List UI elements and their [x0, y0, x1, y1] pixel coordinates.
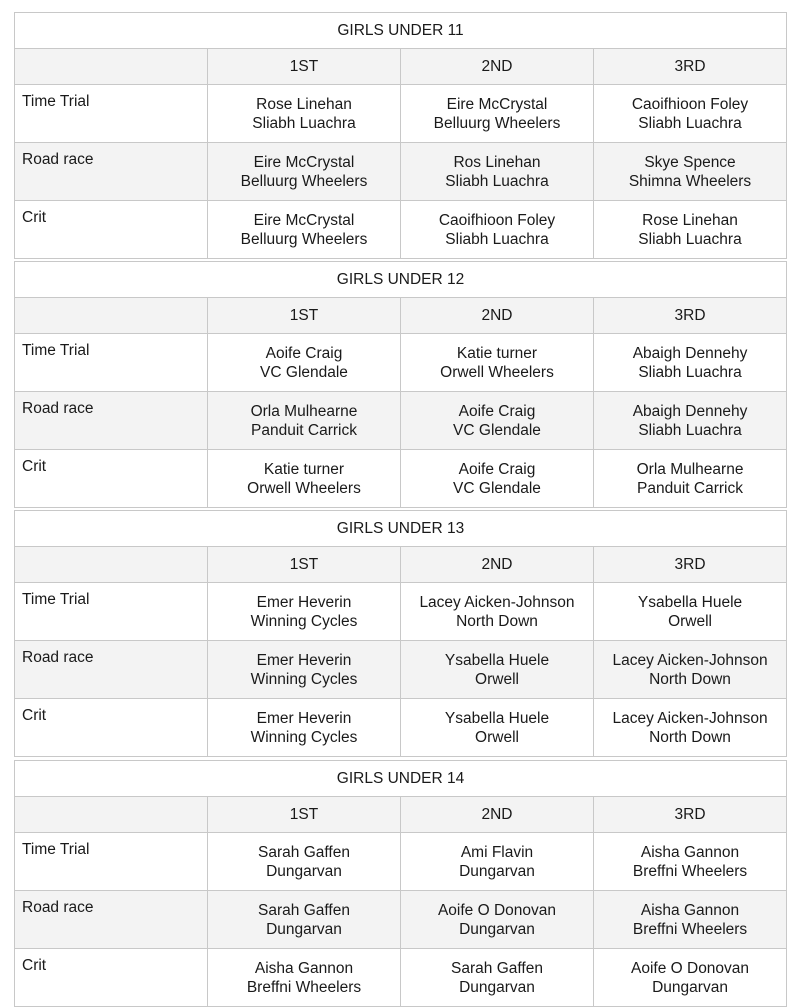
- header-first: 1ST: [208, 49, 401, 85]
- event-name: Crit: [15, 699, 208, 757]
- event-name: Road race: [15, 143, 208, 201]
- place-third: [594, 833, 787, 891]
- table-title: GIRLS UNDER 13: [15, 511, 787, 547]
- table-header-row: [15, 298, 787, 334]
- place-second: [401, 201, 594, 259]
- place-third: [594, 641, 787, 699]
- rider-name: Eire McCrystal: [446, 95, 548, 113]
- results-table-u11: [14, 12, 787, 259]
- club-name: Dungarvan: [266, 862, 342, 880]
- rider-name: Aoife O Donovan: [437, 901, 557, 919]
- rider-name: Skye Spence: [644, 153, 736, 171]
- rider-name: Caoifhioon Foley: [631, 95, 749, 113]
- place-third: [594, 201, 787, 259]
- place-first: [208, 201, 401, 259]
- table-title-row: [15, 13, 787, 49]
- place-second: [401, 641, 594, 699]
- results-table-u13: [14, 510, 787, 757]
- header-third: 3RD: [594, 298, 787, 334]
- header-second: 2ND: [401, 49, 594, 85]
- rider-name: Katie turner: [263, 460, 345, 478]
- club-name: Shimna Wheelers: [628, 172, 752, 190]
- header-event: [15, 547, 208, 583]
- club-name: Dungarvan: [266, 920, 342, 938]
- table-row: [15, 392, 787, 450]
- rider-name: Orla Mulhearne: [250, 402, 358, 420]
- table-header-row: [15, 49, 787, 85]
- club-name: North Down: [456, 612, 538, 630]
- rider-name: Eire McCrystal: [253, 153, 355, 171]
- table-row: [15, 641, 787, 699]
- rider-name: Aoife Craig: [265, 344, 343, 362]
- rider-name: Aoife Craig: [458, 402, 536, 420]
- rider-name: Ysabella Huele: [637, 593, 743, 611]
- place-first: [208, 949, 401, 1007]
- event-name: Road race: [15, 392, 208, 450]
- event-name: Crit: [15, 201, 208, 259]
- club-name: VC Glendale: [453, 479, 541, 497]
- club-name: Orwell: [475, 670, 519, 688]
- place-first: [208, 833, 401, 891]
- event-name: Time Trial: [15, 334, 208, 392]
- club-name: VC Glendale: [260, 363, 348, 381]
- place-third: [594, 392, 787, 450]
- rider-name: Lacey Aicken-Johnson: [419, 593, 575, 611]
- club-name: Winning Cycles: [250, 612, 358, 630]
- club-name: Sliabh Luachra: [252, 114, 356, 132]
- rider-name: Eire McCrystal: [253, 211, 355, 229]
- header-second: 2ND: [401, 797, 594, 833]
- rider-name: Lacey Aicken-Johnson: [612, 709, 768, 727]
- header-event: [15, 298, 208, 334]
- table-title: GIRLS UNDER 14: [15, 761, 787, 797]
- club-name: Dungarvan: [459, 862, 535, 880]
- place-third: [594, 85, 787, 143]
- rider-name: Orla Mulhearne: [636, 460, 744, 478]
- header-second: 2ND: [401, 298, 594, 334]
- club-name: Orwell Wheelers: [247, 479, 361, 497]
- club-name: Belluurg Wheelers: [433, 114, 561, 132]
- rider-name: Ysabella Huele: [444, 651, 550, 669]
- place-second: [401, 85, 594, 143]
- rider-name: Sarah Gaffen: [451, 959, 543, 977]
- club-name: Sliabh Luachra: [638, 363, 742, 381]
- rider-name: Emer Heverin: [256, 709, 352, 727]
- event-name: Time Trial: [15, 583, 208, 641]
- place-third: [594, 949, 787, 1007]
- place-first: [208, 392, 401, 450]
- table-title-row: [15, 262, 787, 298]
- rider-name: Ysabella Huele: [444, 709, 550, 727]
- table-row: [15, 699, 787, 757]
- place-first: [208, 699, 401, 757]
- club-name: Winning Cycles: [250, 728, 358, 746]
- table-header-row: [15, 547, 787, 583]
- header-third: 3RD: [594, 547, 787, 583]
- rider-name: Ros Linehan: [453, 153, 541, 171]
- club-name: North Down: [649, 728, 731, 746]
- results-table-u14: [14, 760, 787, 1007]
- club-name: Dungarvan: [652, 978, 728, 996]
- place-first: [208, 143, 401, 201]
- header-first: 1ST: [208, 797, 401, 833]
- club-name: Winning Cycles: [250, 670, 358, 688]
- place-first: [208, 334, 401, 392]
- club-name: Orwell: [475, 728, 519, 746]
- place-second: [401, 833, 594, 891]
- results-table-u12: [14, 261, 787, 508]
- place-first: [208, 641, 401, 699]
- rider-name: Aoife Craig: [458, 460, 536, 478]
- place-third: [594, 699, 787, 757]
- header-first: 1ST: [208, 298, 401, 334]
- table-row: [15, 143, 787, 201]
- event-name: Time Trial: [15, 833, 208, 891]
- rider-name: Aisha Gannon: [254, 959, 354, 977]
- table-header-row: [15, 797, 787, 833]
- header-second: 2ND: [401, 547, 594, 583]
- club-name: Belluurg Wheelers: [240, 172, 368, 190]
- header-third: 3RD: [594, 49, 787, 85]
- place-third: [594, 450, 787, 508]
- rider-name: Abaigh Dennehy: [632, 344, 748, 362]
- place-second: [401, 891, 594, 949]
- event-name: Time Trial: [15, 85, 208, 143]
- club-name: Sliabh Luachra: [445, 172, 549, 190]
- table-title: GIRLS UNDER 12: [15, 262, 787, 298]
- club-name: Breffni Wheelers: [632, 862, 748, 880]
- rider-name: Aoife O Donovan: [631, 959, 750, 977]
- club-name: Panduit Carrick: [251, 421, 357, 439]
- place-second: [401, 583, 594, 641]
- table-title: GIRLS UNDER 11: [15, 13, 787, 49]
- club-name: Breffni Wheelers: [632, 920, 748, 938]
- rider-name: Katie turner: [456, 344, 538, 362]
- club-name: Belluurg Wheelers: [240, 230, 368, 248]
- place-second: [401, 450, 594, 508]
- club-name: Sliabh Luachra: [638, 114, 742, 132]
- rider-name: Emer Heverin: [256, 593, 352, 611]
- table-title-row: [15, 761, 787, 797]
- place-first: [208, 450, 401, 508]
- place-second: [401, 392, 594, 450]
- place-second: [401, 334, 594, 392]
- header-event: [15, 797, 208, 833]
- table-row: [15, 949, 787, 1007]
- table-row: [15, 450, 787, 508]
- club-name: VC Glendale: [453, 421, 541, 439]
- place-second: [401, 949, 594, 1007]
- club-name: Orwell: [668, 612, 712, 630]
- place-third: [594, 583, 787, 641]
- place-third: [594, 891, 787, 949]
- club-name: Sliabh Luachra: [638, 421, 742, 439]
- header-event: [15, 49, 208, 85]
- rider-name: Sarah Gaffen: [258, 901, 350, 919]
- rider-name: Emer Heverin: [256, 651, 352, 669]
- place-second: [401, 699, 594, 757]
- table-row: [15, 201, 787, 259]
- event-name: Road race: [15, 641, 208, 699]
- rider-name: Abaigh Dennehy: [632, 402, 748, 420]
- table-row: [15, 583, 787, 641]
- rider-name: Sarah Gaffen: [258, 843, 350, 861]
- rider-name: Aisha Gannon: [640, 901, 740, 919]
- place-second: [401, 143, 594, 201]
- place-third: [594, 334, 787, 392]
- event-name: Crit: [15, 949, 208, 1007]
- club-name: Sliabh Luachra: [445, 230, 549, 248]
- header-third: 3RD: [594, 797, 787, 833]
- club-name: Breffni Wheelers: [246, 978, 362, 996]
- rider-name: Lacey Aicken-Johnson: [612, 651, 768, 669]
- place-first: [208, 85, 401, 143]
- club-name: Dungarvan: [459, 920, 535, 938]
- event-name: Crit: [15, 450, 208, 508]
- table-title-row: [15, 511, 787, 547]
- place-first: [208, 891, 401, 949]
- table-row: [15, 85, 787, 143]
- table-row: [15, 334, 787, 392]
- place-third: [594, 143, 787, 201]
- header-first: 1ST: [208, 547, 401, 583]
- place-first: [208, 583, 401, 641]
- rider-name: Rose Linehan: [642, 211, 738, 229]
- event-name: Road race: [15, 891, 208, 949]
- rider-name: Ami Flavin: [460, 843, 534, 861]
- club-name: North Down: [649, 670, 731, 688]
- rider-name: Rose Linehan: [256, 95, 352, 113]
- table-row: [15, 891, 787, 949]
- rider-name: Aisha Gannon: [640, 843, 740, 861]
- club-name: Panduit Carrick: [637, 479, 743, 497]
- club-name: Dungarvan: [459, 978, 535, 996]
- table-row: [15, 833, 787, 891]
- rider-name: Caoifhioon Foley: [438, 211, 556, 229]
- club-name: Sliabh Luachra: [638, 230, 742, 248]
- club-name: Orwell Wheelers: [440, 363, 554, 381]
